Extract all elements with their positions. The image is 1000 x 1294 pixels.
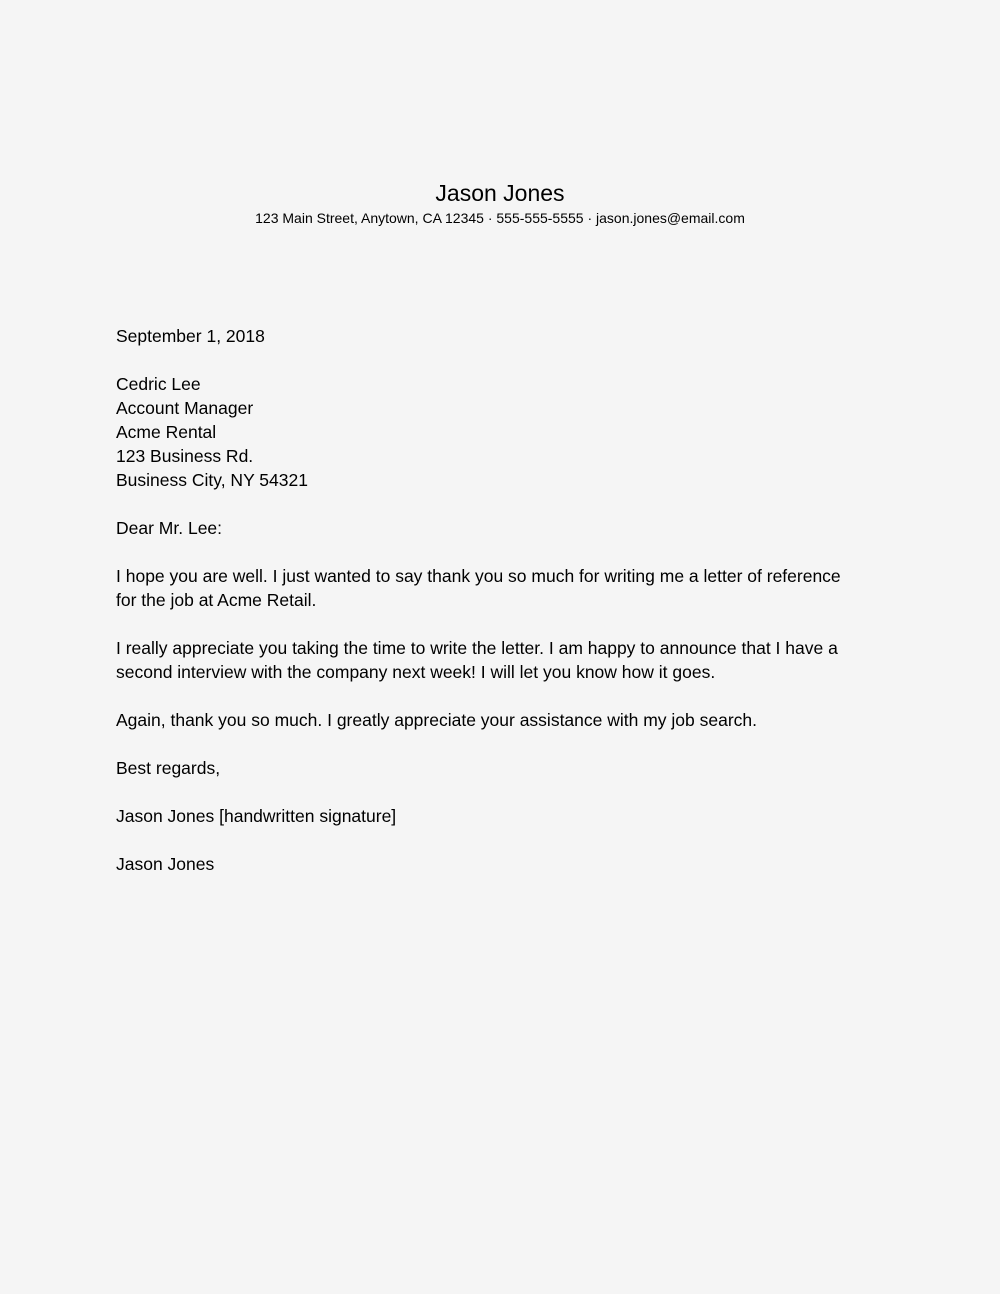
paragraph-line: second interview with the company next week! I will let you know how it goes. xyxy=(116,662,716,682)
sender-contact-line: 123 Main Street, Anytown, CA 12345 · 555-555-5555 · jason.jones@email.com xyxy=(255,210,745,226)
spacer xyxy=(116,612,886,636)
paragraph-line: Again, thank you so much. I greatly appreciate your assistance with my job search. xyxy=(116,710,758,730)
paragraph-line: for the job at Acme Retail. xyxy=(116,590,317,610)
salutation: Dear Mr. Lee: xyxy=(116,518,223,538)
spacer xyxy=(116,684,886,708)
recipient-address xyxy=(116,372,886,492)
recipient-company: Acme Rental xyxy=(116,422,217,442)
paragraph-line: I hope you are well. I just wanted to say thank you so much for writing me a letter of reference xyxy=(116,566,841,586)
spacer xyxy=(116,828,886,852)
paragraph-2 xyxy=(116,636,886,684)
spacer xyxy=(116,540,886,564)
paragraph-3 xyxy=(116,708,886,732)
recipient-name: Cedric Lee xyxy=(116,374,201,394)
letterhead xyxy=(0,178,1000,228)
recipient-city-state-zip: Business City, NY 54321 xyxy=(116,470,308,490)
letter-date: September 1, 2018 xyxy=(116,326,265,346)
paragraph-line: I really appreciate you taking the time to write the letter. I am happy to announce that I have a xyxy=(116,638,838,658)
closing: Best regards, xyxy=(116,758,221,778)
spacer xyxy=(116,780,886,804)
letter-body xyxy=(116,324,886,876)
spacer xyxy=(116,732,886,756)
spacer xyxy=(116,348,886,372)
sender-name: Jason Jones xyxy=(435,180,565,206)
recipient-street: 123 Business Rd. xyxy=(116,446,254,466)
paragraph-1 xyxy=(116,564,886,612)
typed-name: Jason Jones xyxy=(116,854,215,874)
recipient-title: Account Manager xyxy=(116,398,254,418)
signature-placeholder: Jason Jones [handwritten signature] xyxy=(116,806,397,826)
spacer xyxy=(116,492,886,516)
